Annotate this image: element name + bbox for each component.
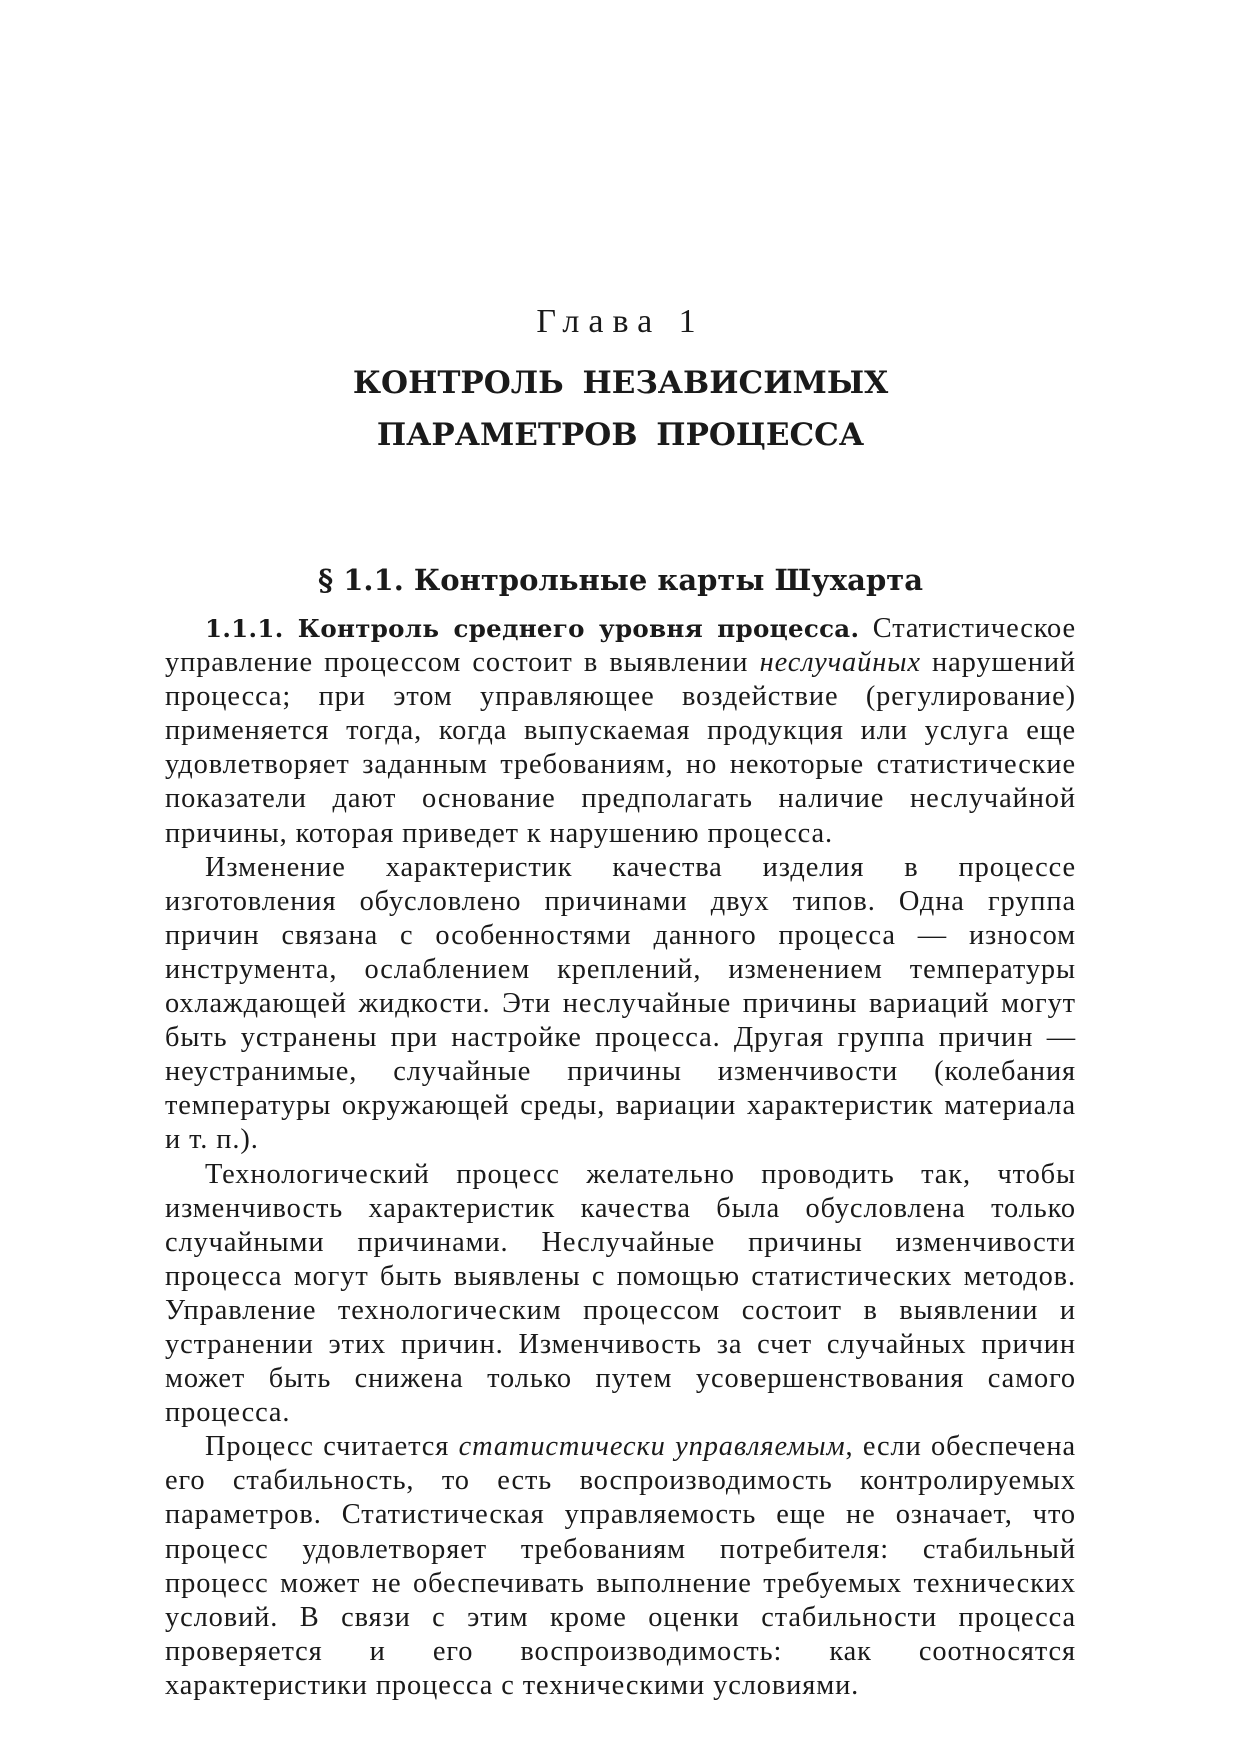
chapter-title-line-2: ПАРАМЕТРОВ ПРОЦЕССА [376, 417, 865, 453]
subsection-title: 1.1.1. Контроль среднего уровня процесса. [205, 614, 860, 643]
paragraph-1-emphasis: неслучайных [759, 647, 921, 679]
chapter-title-line-1: КОНТРОЛЬ НЕЗАВИСИМЫХ [352, 365, 889, 401]
paragraph-4-text-a: Процесс считается [205, 1431, 459, 1463]
section-heading: § 1.1. Контрольные карты Шухарта [317, 563, 924, 597]
chapter-title [0, 357, 1241, 461]
paragraph-1 [165, 612, 1076, 851]
paragraph-1-text-b: нарушений процесса; при этом управляющее воздействие (регулирование) применяется тогда, когда выпускаемая продукция или услуга еще удовлетворяет заданным требованиям, но некоторые статистические показатели дают основание предполагать наличие неслучайной причины, которая приведет к нарушению процесса. [165, 647, 1077, 849]
paragraph-3: Технологический процесс желательно проводить так, чтобы изменчивость характеристик качества была обусловлена только случайными причинами. Неслучайные причины изменчивости процесса могут быть выявлены с помощью статистических методов. Управление технологическим процессом состоит в выявлении и устранении этих причин. Изменчивость за счет случайных причин может быть снижена только путем усовершенствования самого процесса. [165, 1158, 1076, 1429]
chapter-label: Глава 1 [536, 303, 705, 340]
paragraph-4-emphasis: статистически управляемым [458, 1431, 846, 1463]
paragraph-2: Изменение характеристик качества изделия в процессе изготовления обусловлено причинами двух типов. Одна группа причин связана с особенностями данного процесса — износом инструмента, ослаблением креплений, изменением температуры охлаждающей жидкости. Эти неслучайные причины вариаций могут быть устранены при настройке процесса. Другая группа причин — неустранимые, случайные причины изменчивости (колебания температуры окружающей среды, вариации характеристик материала и т. п.). [165, 851, 1076, 1156]
paragraph-1-text-a: Статистическое управление процессом состоит в выявлении [165, 613, 1076, 679]
paragraph-4 [165, 1430, 1076, 1703]
body-text [165, 612, 1076, 1703]
paragraph-4-text-b: , если обеспечена его стабильность, то есть воспроизводимость контролируемых параметров. Статистическая управляемость еще не означает, что процесс удовлетворяет требованиям потребителя: стабильный процесс может не обеспечивать выполнение требуемых технических условий. В связи с этим кроме оценки стабильности процесса проверяется и его воспроизводимость: как соотносятся характеристики процесса с техническими условиями. [165, 1431, 1076, 1701]
